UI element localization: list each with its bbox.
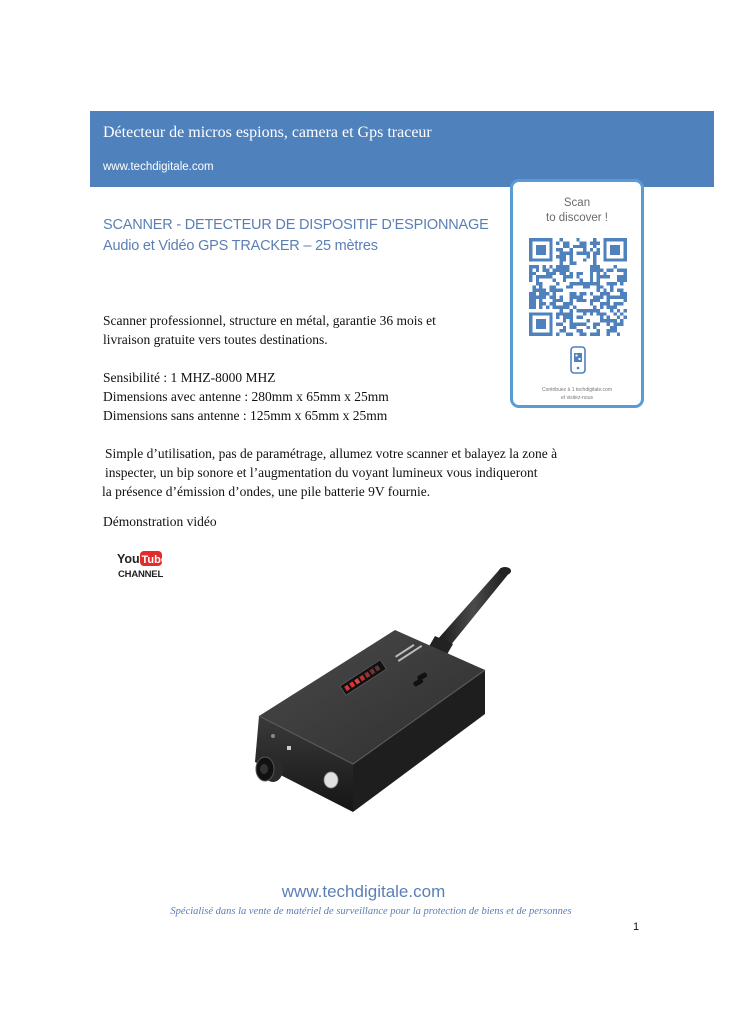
rf-detector-device-image [245, 566, 525, 826]
intro-line2: livraison gratuite vers toutes destinations. [103, 332, 328, 347]
header-band [90, 111, 714, 187]
page-number: 1 [633, 921, 640, 933]
footer-url[interactable]: www.techdigitale.com [281, 882, 446, 901]
qr-card[interactable] [510, 179, 644, 408]
header-url[interactable]: www.techdigitale.com [103, 161, 214, 173]
qr-caption [513, 386, 641, 402]
footer-tagline: Spécialisé dans la vente de matériel de surveillance pour la protection de biens et de personnes [170, 906, 572, 917]
intro-line1: Scanner professionnel, structure en métal, garantie 36 mois et [103, 313, 436, 328]
usage-line3: la présence d’émission d’ondes, une pile batterie 9V fournie. [102, 484, 431, 499]
usage-line1: Simple d’utilisation, pas de paramétrage, allumez votre scanner et balayez la zone à [105, 446, 558, 461]
youtube-channel-text: CHANNEL [118, 569, 164, 580]
youtube-tube-text: Tube [141, 554, 167, 566]
specs-block [103, 368, 389, 425]
product-subtitle-line2: Audio et Vidéo GPS TRACKER – 25 mètres [103, 238, 378, 254]
qr-code-icon[interactable] [529, 238, 627, 336]
qr-scan-text [513, 196, 641, 226]
spec-dimensions-without-antenna: Dimensions sans antenne : 125mm x 65mm x 25mm [103, 408, 388, 423]
usage-paragraph [103, 444, 557, 501]
usage-line2: inspecter, un bip sonore et l’augmentation du voyant lumineux vous indiqueront [105, 465, 538, 480]
qr-scan-line2: to discover ! [546, 212, 608, 224]
qr-scan-line1: Scan [563, 197, 591, 209]
phone-icon [569, 346, 587, 374]
youtube-you-text: You [117, 552, 140, 566]
document-title: Détecteur de micros espions, camera et Gps traceur [103, 124, 432, 141]
intro-paragraph [103, 311, 436, 349]
youtube-channel-logo[interactable] [116, 548, 167, 582]
product-subtitle-line1: SCANNER - DETECTEUR DE DISPOSITIF D’ESPIONNAGE [103, 217, 489, 233]
qr-caption-line2: et visitez-nous [561, 395, 593, 401]
qr-caption-line1: Contribuez à 1 techdigitale.com [541, 387, 613, 393]
spec-sensitivity: Sensibilité : 1 MHZ-8000 MHZ [103, 370, 276, 385]
spec-dimensions-with-antenna: Dimensions avec antenne : 280mm x 65mm x 25mm [103, 389, 389, 404]
demo-video-label: Démonstration vidéo [103, 514, 217, 529]
